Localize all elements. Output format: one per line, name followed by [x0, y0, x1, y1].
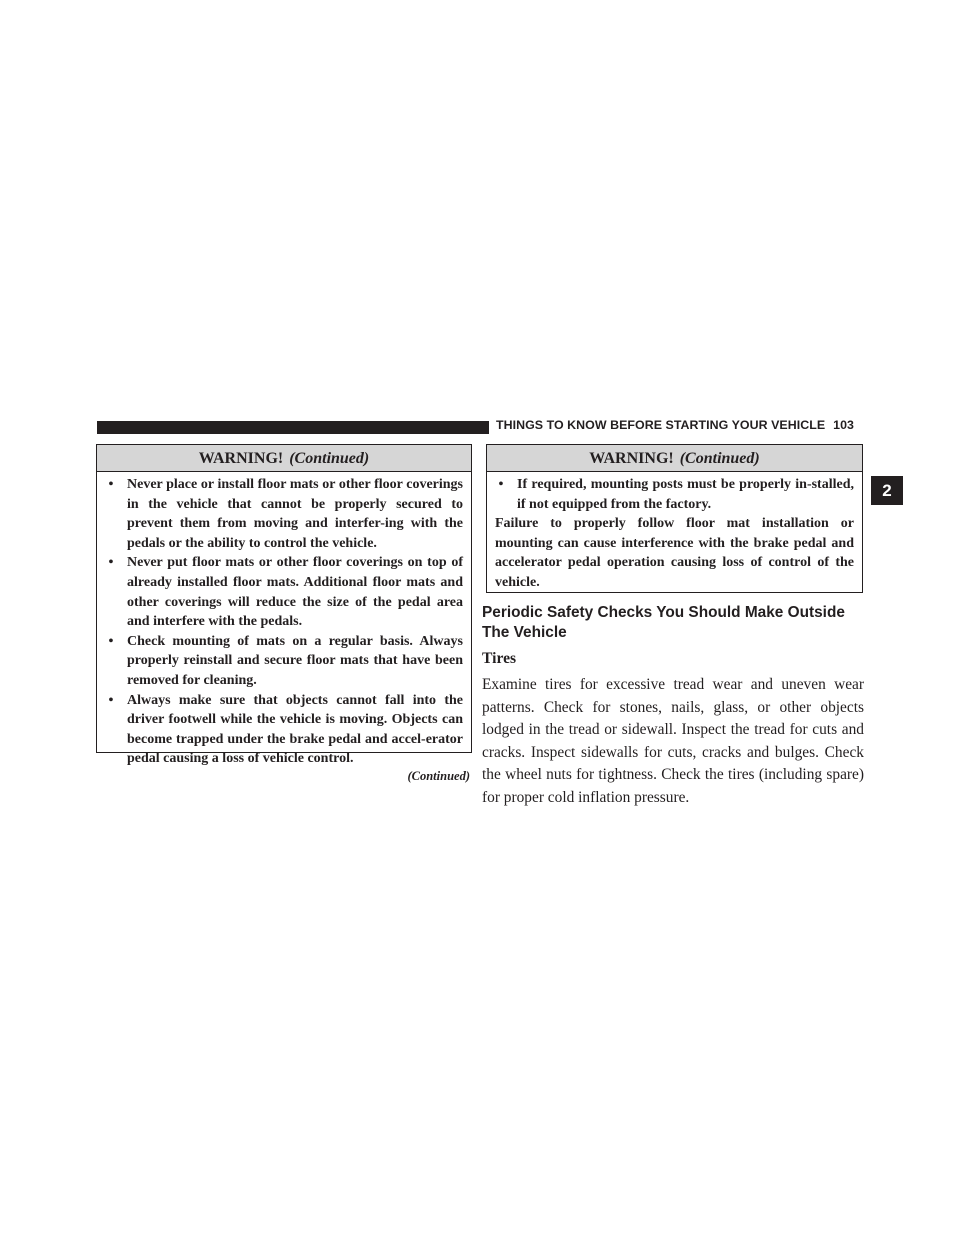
warning-header	[487, 445, 862, 472]
bullet-text: Never place or install floor mats or other floor coverings in the vehicle that cannot be properly secured to prevent them from moving and interfer-ing with the pedals or the ability to control the vehicle.	[127, 477, 463, 551]
header-title: THINGS TO KNOW BEFORE STARTING YOUR VEHICLE	[496, 418, 826, 432]
warning-header	[97, 445, 471, 472]
subheading-tires: Tires	[482, 650, 517, 667]
bullet-text: If required, mounting posts must be properly in-stalled, if not equipped from the factory.	[517, 477, 854, 512]
bullet-text: Always make sure that objects cannot fall into the driver footwell while the vehicle is moving. Objects can become trapped under the brake pedal and accel-erator pedal causing a loss of vehicle control.	[127, 692, 463, 767]
warning-bullet	[105, 632, 463, 691]
warning-bullet	[105, 475, 463, 553]
chapter-tab: 2	[871, 476, 903, 505]
bullet-dot-icon: •	[108, 692, 114, 708]
body-paragraph: Examine tires for excessive tread wear and uneven wear patterns. Check for stones, nails, glass, or other objects lodged in the tread or sidewall. Inspect the tread for cuts and cracks. Inspect sidewalls for cuts, cracks and bulges. Check the wheel nuts for tightness. Check the tires (including spare) for proper cold inflation pressure.	[482, 676, 864, 806]
section-heading: Periodic Safety Checks You Should Make Outside The Vehicle	[482, 604, 845, 641]
bullet-dot-icon: •	[498, 477, 504, 492]
warning-paragraph: Failure to properly follow floor mat installation or mounting can cause interference with the brake pedal and accelerator pedal operation causing loss of control of the vehicle.	[495, 516, 854, 590]
bullet-dot-icon: •	[108, 555, 114, 571]
warning-title: WARNING!	[198, 450, 284, 467]
page-number: 103	[833, 418, 854, 432]
warning-body	[487, 472, 862, 593]
warning-continued-label: (Continued)	[679, 450, 760, 467]
bullet-text: Never put floor mats or other floor coverings on top of already installed floor mats. Additional floor mats and other coverings will reduce the size of the pedal area and interfere with the pedals.	[127, 555, 463, 630]
warning-box-right	[486, 444, 863, 593]
continued-note: (Continued)	[407, 769, 470, 783]
warning-body	[97, 472, 471, 769]
warning-title: WARNING!	[589, 450, 674, 467]
warning-bullet	[105, 691, 463, 769]
bullet-dot-icon: •	[108, 477, 114, 492]
warning-box-left	[96, 444, 472, 767]
running-header	[496, 418, 864, 432]
header-rule	[97, 421, 489, 434]
warning-continued-label: (Continued)	[289, 450, 370, 467]
bullet-dot-icon: •	[108, 633, 114, 649]
warning-bullet	[105, 553, 463, 631]
bullet-text: Check mounting of mats on a regular basis. Always properly reinstall and secure floor mats that have been removed for cleaning.	[127, 633, 463, 688]
warning-bullet	[495, 475, 854, 514]
